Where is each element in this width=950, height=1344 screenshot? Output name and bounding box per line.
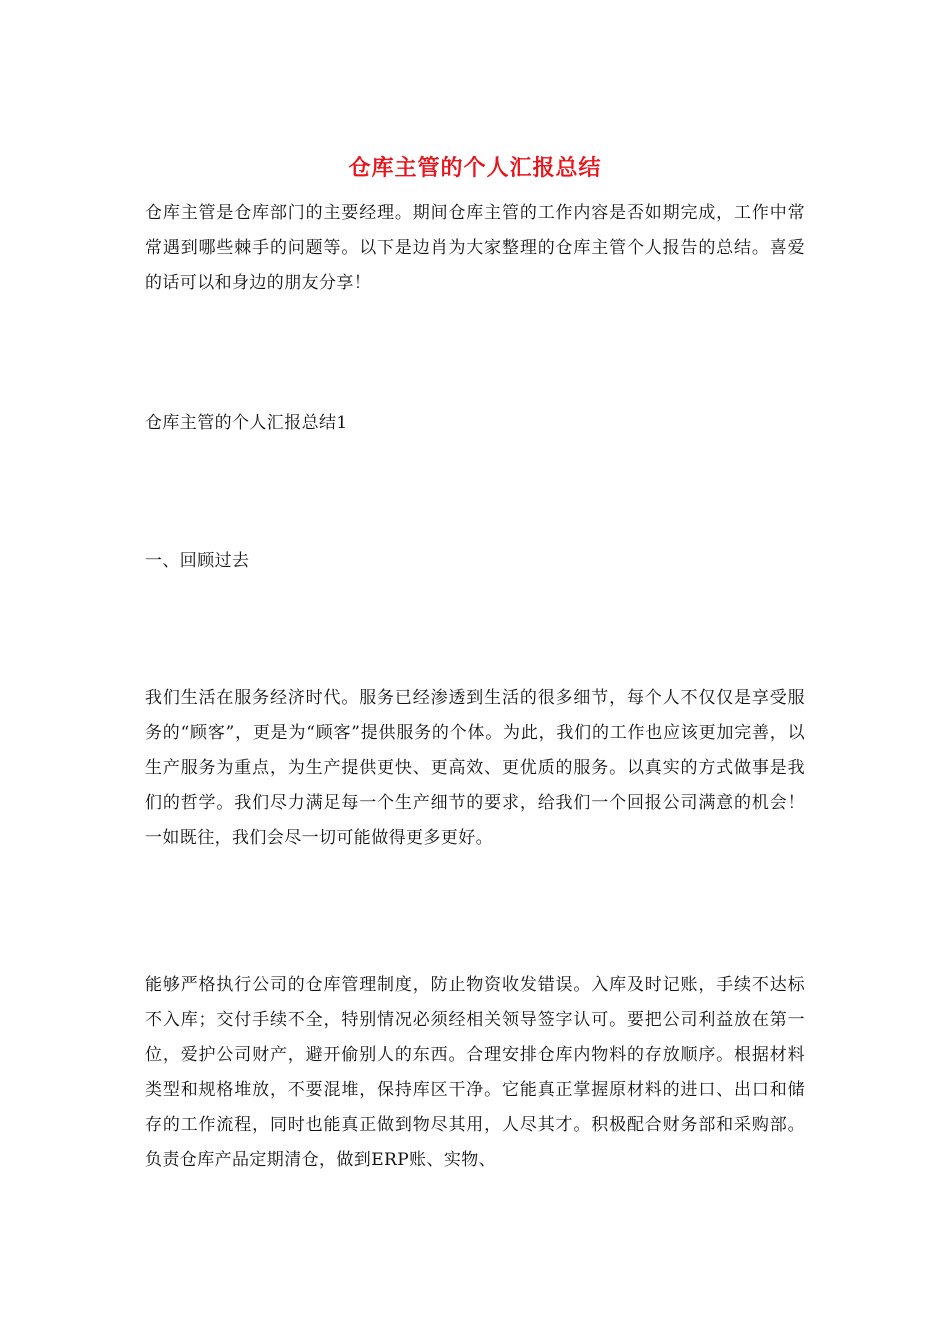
body-paragraph-2: 能够严格执行公司的仓库管理制度，防止物资收发错误。入库及时记账，手续不达标不入库；交付手续不全，特别情况必须经相关领导签字认可。要把公司利益放在第一位，爱护公司财产，避开偷别人的东西。合理安排仓库内物料的存放顺序。根据材料类型和规格堆放，不要混堆，保持库区干净。它能真正掌握原材料的进口、出口和储存的工作流程，同时也能真正做到物尽其用，人尽其才。积极配合财务部和采购部。负责仓库产品定期清仓，做到ERP账、实物、: [145, 975, 805, 1170]
report-subtitle: 仓库主管的个人汇报总结1: [145, 413, 348, 433]
intro-paragraph: 仓库主管是仓库部门的主要经理。期间仓库主管的工作内容是否如期完成，工作中常常遇到哪些棘手的问题等。以下是边肖为大家整理的仓库主管个人报告的总结。喜爱的话可以和身边的朋友分享！: [145, 203, 805, 293]
section-heading-review: 一、回顾过去: [145, 551, 250, 571]
body-paragraph-1: 我们生活在服务经济时代。服务已经渗透到生活的很多细节，每个人不仅仅是享受服务的“顾客”，更是为“顾客”提供服务的个体。为此，我们的工作也应该更加完善，以生产服务为重点，为生产提供更快、更高效、更优质的服务。以真实的方式做事是我们的哲学。我们尽力满足每一个生产细节的要求，给我们一个回报公司满意的机会！一如既往，我们会尽一切可能做得更多更好。: [145, 688, 805, 848]
document-title: 仓库主管的个人汇报总结: [348, 155, 602, 181]
